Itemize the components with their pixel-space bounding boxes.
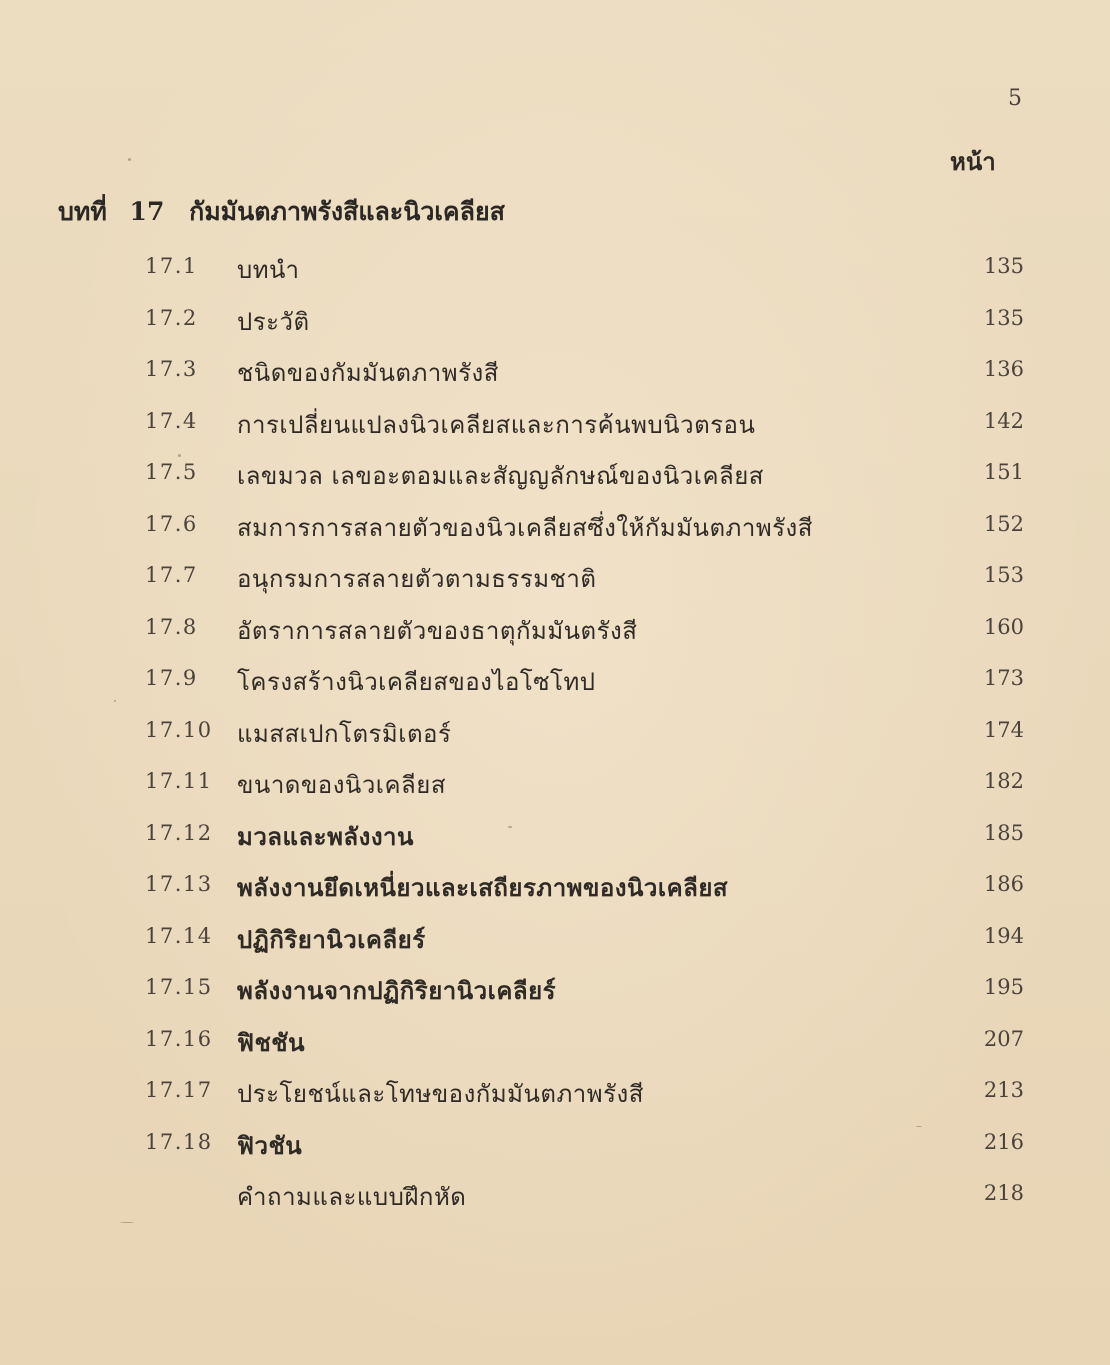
toc-entry [0, 811, 1110, 863]
chapter-label: บทที่ [58, 197, 107, 226]
section-title: พลังงานจากปฏิกิริยานิวเคลียร์ [237, 977, 557, 1005]
section-page: 195 [983, 975, 1024, 999]
section-title: บทนำ [237, 256, 300, 284]
paper-speck [114, 700, 116, 702]
toc-entry [0, 399, 1110, 451]
section-number: 17.6 [145, 511, 198, 536]
toc-entry [0, 1068, 1110, 1120]
section-number: 17.7 [145, 563, 198, 587]
section-title: ขนาดของนิวเคลียส [237, 771, 446, 799]
toc-entry [0, 1171, 1110, 1223]
section-number: 17.9 [145, 666, 198, 690]
toc-entry [0, 759, 1110, 811]
table-of-contents [0, 244, 1110, 1254]
section-page: 135 [983, 305, 1024, 330]
section-title: ประโยชน์และโทษของกัมมันตภาพรังสี [237, 1080, 644, 1108]
section-page: 160 [983, 614, 1024, 639]
section-page: 173 [983, 666, 1024, 690]
section-page: 216 [983, 1129, 1024, 1154]
section-title: อนุกรมการสลายตัวตามธรรมชาติ [237, 565, 597, 593]
section-number: 17.15 [145, 975, 213, 999]
section-title: โครงสร้างนิวเคลียสของไอโซโทป [237, 668, 596, 696]
section-number: 17.17 [145, 1078, 213, 1102]
section-title: ปฏิกิริยานิวเคลียร์ [237, 925, 426, 954]
section-title: การเปลี่ยนแปลงนิวเคลียสและการค้นพบนิวตรอน [237, 410, 756, 439]
section-page: 218 [983, 1181, 1024, 1205]
paper-speck [178, 454, 181, 457]
section-number: 17.12 [145, 820, 213, 845]
section-title: แมสสเปกโตรมิเตอร์ [237, 719, 452, 748]
section-number: 17.11 [145, 769, 213, 793]
section-number: 17.13 [145, 872, 213, 896]
toc-entry [0, 656, 1110, 708]
section-number: 17.1 [145, 254, 198, 278]
toc-entry [0, 502, 1110, 554]
section-title: ประวัติ [237, 307, 310, 336]
toc-entry [0, 553, 1110, 605]
toc-entry [0, 450, 1110, 502]
chapter-title: กัมมันตภาพรังสีและนิวเคลียส [189, 197, 505, 226]
section-page: 135 [983, 254, 1024, 278]
paper-speck [508, 826, 512, 828]
section-number: 17.4 [145, 408, 198, 433]
section-page: 153 [983, 563, 1024, 587]
toc-entry [0, 708, 1110, 760]
paper-speck [120, 1222, 134, 1223]
section-title: สมการการสลายตัวของนิวเคลียสซึ่งให้กัมมันตภาพรังสี [237, 513, 813, 542]
chapter-heading [58, 192, 758, 232]
section-title: อัตราการสลายตัวของธาตุกัมมันตรังสี [237, 616, 638, 645]
section-number: 17.16 [145, 1026, 213, 1051]
section-title: ชนิดของกัมมันตภาพรังสี [237, 359, 499, 387]
toc-entry [0, 965, 1110, 1017]
toc-entry [0, 347, 1110, 399]
section-page: 174 [983, 717, 1024, 742]
section-page: 186 [983, 872, 1024, 896]
section-number: 17.5 [145, 460, 198, 484]
toc-entry [0, 914, 1110, 966]
toc-entry [0, 862, 1110, 914]
section-title: มวลและพลังงาน [237, 822, 414, 851]
section-number: 17.14 [145, 923, 213, 948]
toc-entry [0, 1017, 1110, 1069]
section-number: 17.3 [145, 357, 198, 381]
page-number: 5 [1008, 86, 1022, 111]
section-page: 213 [983, 1078, 1024, 1102]
section-page: 194 [983, 923, 1024, 948]
section-page: 136 [983, 357, 1024, 381]
chapter-number: 17 [129, 197, 165, 226]
section-page: 207 [983, 1026, 1024, 1051]
section-page: 182 [983, 769, 1024, 793]
section-number: 17.10 [145, 717, 213, 742]
section-title: พลังงานยึดเหนี่ยวและเสถียรภาพของนิวเคลียส [237, 874, 729, 902]
section-page: 151 [983, 460, 1024, 484]
section-title: ฟิวชัน [237, 1131, 303, 1160]
paper-speck [916, 1126, 922, 1127]
toc-entry [0, 605, 1110, 657]
section-title: คำถามและแบบฝึกหัด [237, 1183, 467, 1211]
section-number: 17.2 [145, 305, 198, 330]
toc-entry [0, 244, 1110, 296]
toc-entry [0, 296, 1110, 348]
section-page: 185 [983, 820, 1024, 845]
page-column-header: หน้า [950, 148, 996, 176]
paper-speck [128, 158, 131, 161]
section-number: 17.8 [145, 614, 198, 639]
section-number: 17.18 [145, 1129, 213, 1154]
section-page: 142 [983, 408, 1024, 433]
section-title: ฟิชชัน [237, 1028, 305, 1057]
section-title: เลขมวล เลขอะตอมและสัญญลักษณ์ของนิวเคลียส [237, 462, 764, 490]
toc-entry [0, 1120, 1110, 1172]
section-page: 152 [983, 511, 1024, 536]
